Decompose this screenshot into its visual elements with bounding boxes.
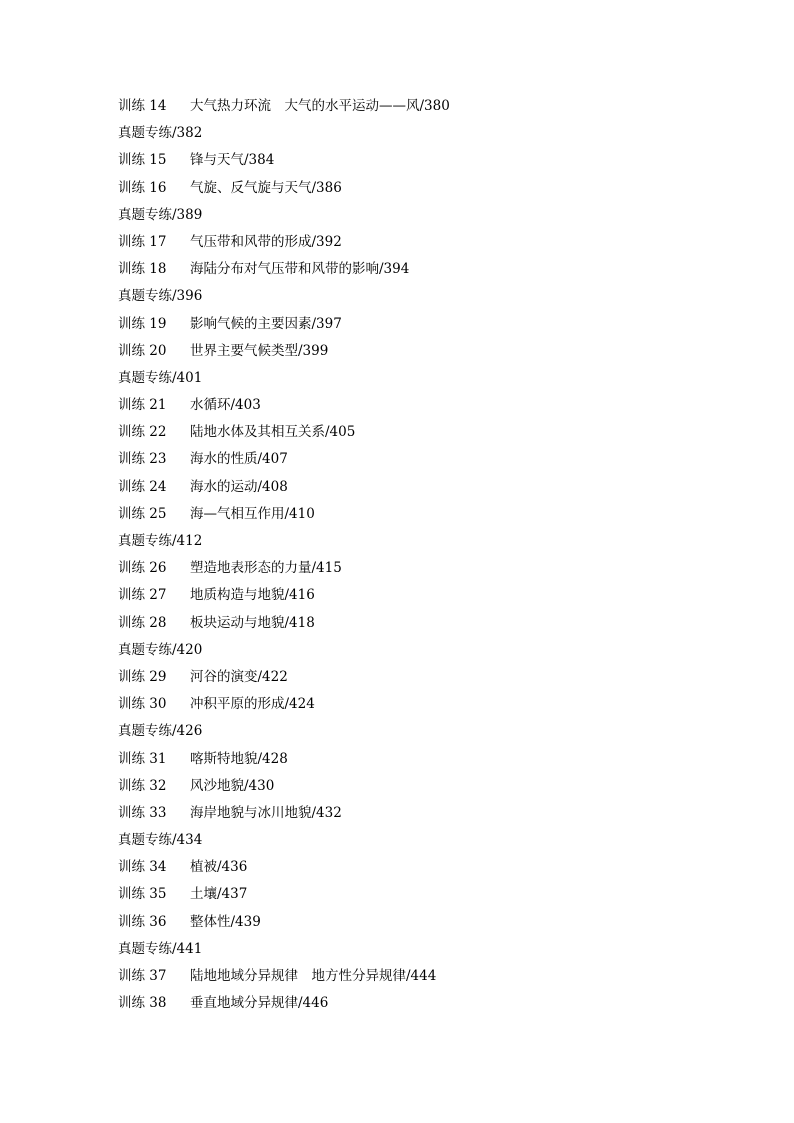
toc-training-entry	[118, 175, 758, 202]
toc-training-entry	[118, 474, 758, 501]
training-number: 训练 17	[118, 233, 167, 250]
training-title: 地质构造与地貌/416	[190, 587, 315, 604]
toc-exam-entry	[118, 202, 758, 229]
training-number: 训练 28	[118, 614, 167, 631]
training-number: 训练 30	[118, 696, 167, 713]
training-number: 训练 33	[118, 804, 167, 821]
training-number: 训练 36	[118, 913, 167, 930]
exam-practice-title: 真题专练/426	[118, 723, 203, 740]
training-title: 影响气候的主要因素/397	[190, 315, 342, 332]
training-title: 整体性/439	[190, 913, 261, 930]
toc-training-entry	[118, 963, 758, 990]
toc-training-entry	[118, 746, 758, 773]
training-title: 海—气相互作用/410	[190, 505, 315, 522]
toc-training-entry	[118, 909, 758, 936]
toc-exam-entry	[118, 637, 758, 664]
training-title: 大气热力环流 大气的水平运动——风/380	[190, 98, 450, 114]
toc-exam-entry	[118, 528, 758, 555]
exam-practice-title: 真题专练/382	[118, 125, 203, 142]
training-title: 陆地地域分异规律 地方性分异规律/444	[190, 968, 437, 984]
training-number: 训练 16	[118, 179, 167, 196]
training-number: 训练 22	[118, 424, 167, 441]
training-number: 训练 21	[118, 397, 167, 414]
training-title: 冲积平原的形成/424	[190, 696, 315, 713]
training-title: 塑造地表形态的力量/415	[190, 560, 342, 577]
exam-practice-title: 真题专练/441	[118, 940, 203, 957]
training-title: 气压带和风带的形成/392	[190, 233, 342, 250]
training-title: 陆地水体及其相互关系/405	[190, 424, 356, 441]
toc-exam-entry	[118, 827, 758, 854]
toc-training-entry	[118, 773, 758, 800]
training-title: 海水的运动/408	[190, 478, 288, 495]
training-title: 气旋、反气旋与天气/386	[190, 179, 342, 196]
training-title: 板块运动与地貌/418	[190, 614, 315, 631]
toc-training-entry	[118, 229, 758, 256]
exam-practice-title: 真题专练/396	[118, 288, 203, 305]
toc-training-entry	[118, 392, 758, 419]
training-number: 训练 18	[118, 261, 167, 278]
toc-training-entry	[118, 311, 758, 338]
toc-training-entry	[118, 256, 758, 283]
training-number: 训练 32	[118, 777, 167, 794]
training-number: 训练 19	[118, 315, 167, 332]
training-title: 垂直地域分异规律/446	[190, 995, 329, 1012]
exam-practice-title: 真题专练/412	[118, 533, 203, 549]
exam-practice-title: 真题专练/389	[118, 206, 203, 223]
toc-training-entry	[118, 93, 758, 120]
training-number: 训练 24	[118, 478, 167, 495]
training-number: 训练 14	[118, 98, 167, 114]
training-title: 土壤/437	[190, 886, 248, 903]
training-number: 训练 15	[118, 152, 167, 169]
training-title: 锋与天气/384	[190, 152, 275, 169]
training-number: 训练 20	[118, 342, 167, 359]
training-title: 喀斯特地貌/428	[190, 750, 288, 767]
toc-exam-entry	[118, 936, 758, 963]
training-number: 训练 25	[118, 505, 167, 522]
exam-practice-title: 真题专练/420	[118, 641, 203, 658]
toc-training-entry	[118, 501, 758, 528]
training-number: 训练 27	[118, 587, 167, 604]
toc-exam-entry	[118, 283, 758, 310]
toc-training-entry	[118, 419, 758, 446]
training-number: 训练 29	[118, 668, 167, 685]
toc-exam-entry	[118, 365, 758, 392]
toc-training-entry	[118, 854, 758, 881]
training-title: 植被/436	[190, 859, 248, 876]
training-title: 海岸地貌与冰川地貌/432	[190, 804, 342, 821]
toc-training-entry	[118, 800, 758, 827]
exam-practice-title: 真题专练/434	[118, 832, 203, 849]
toc-training-entry	[118, 990, 758, 1017]
exam-practice-title: 真题专练/401	[118, 369, 203, 386]
table-of-contents	[118, 93, 758, 1017]
training-number: 训练 34	[118, 859, 167, 876]
toc-training-entry	[118, 338, 758, 365]
toc-training-entry	[118, 582, 758, 609]
toc-training-entry	[118, 691, 758, 718]
toc-training-entry	[118, 446, 758, 473]
training-number: 训练 37	[118, 968, 167, 984]
training-number: 训练 31	[118, 750, 167, 767]
training-title: 河谷的演变/422	[190, 668, 288, 685]
training-title: 海水的性质/407	[190, 451, 288, 468]
training-title: 水循环/403	[190, 397, 261, 414]
training-title: 海陆分布对气压带和风带的影响/394	[190, 261, 410, 278]
toc-exam-entry	[118, 120, 758, 147]
toc-training-entry	[118, 147, 758, 174]
training-title: 风沙地貌/430	[190, 777, 275, 794]
training-number: 训练 35	[118, 886, 167, 903]
training-number: 训练 23	[118, 451, 167, 468]
toc-training-entry	[118, 664, 758, 691]
training-number: 训练 26	[118, 560, 167, 577]
training-number: 训练 38	[118, 995, 167, 1012]
toc-training-entry	[118, 881, 758, 908]
training-title: 世界主要气候类型/399	[190, 342, 329, 359]
toc-training-entry	[118, 555, 758, 582]
toc-exam-entry	[118, 718, 758, 745]
toc-training-entry	[118, 610, 758, 637]
